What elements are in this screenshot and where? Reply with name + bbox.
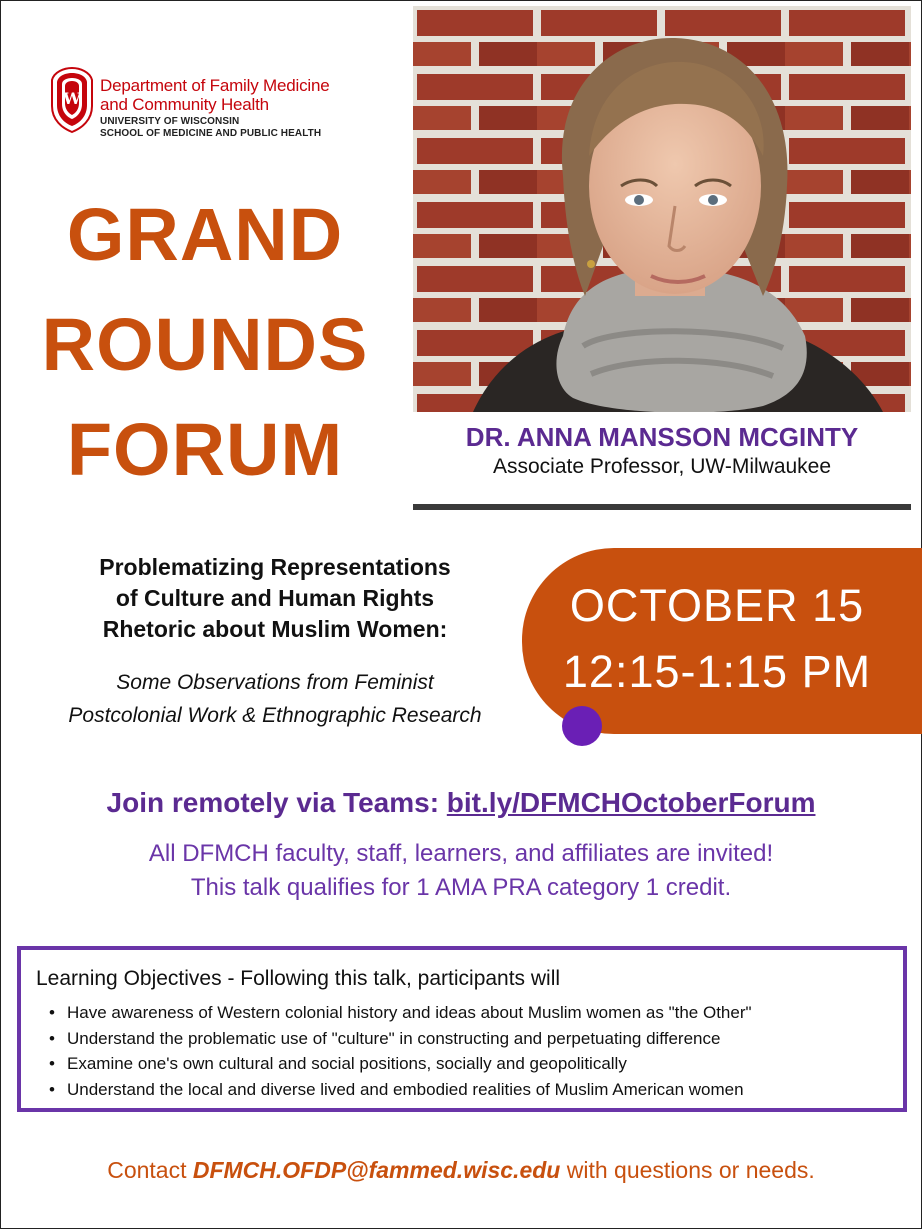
talk-subtitle xyxy=(20,666,530,732)
event-date: OCTOBER 15 xyxy=(569,580,865,631)
talk-title-line3: Rhetoric about Muslim Women: xyxy=(102,616,448,642)
objective-item: • Examine one's own cultural and social positions, socially and geopolitically xyxy=(49,1051,752,1077)
speaker-name: DR. ANNA MANSSON MCGINTY xyxy=(465,422,859,452)
crest-letter: W xyxy=(63,89,81,108)
decorative-purple-dot xyxy=(562,706,602,746)
objective-item: • Have awareness of Western colonial history and ideas about Muslim women as "the Other" xyxy=(49,1000,752,1026)
contact-suffix: with questions or needs. xyxy=(560,1157,815,1183)
university-name: UNIVERSITY OF WISCONSIN xyxy=(100,116,240,127)
learning-objectives-list xyxy=(49,1000,752,1102)
school-name: SCHOOL OF MEDICINE AND PUBLIC HEALTH xyxy=(100,128,322,139)
speaker-photo xyxy=(413,6,911,412)
speaker-role: Associate Professor, UW-Milwaukee xyxy=(492,455,832,478)
title-line-grand: GRAND xyxy=(66,193,344,276)
logo-text xyxy=(100,76,329,140)
contact-line xyxy=(0,1155,922,1185)
dfmch-logo xyxy=(50,66,380,150)
learning-objectives-box xyxy=(17,946,907,1112)
objective-item: • Understand the local and diverse lived and embodied realities of Muslim American women xyxy=(49,1077,752,1103)
objective-item: • Understand the problematic use of "culture" in constructing and perpetuating difference xyxy=(49,1026,752,1052)
teams-link[interactable]: bit.ly/DFMCHOctoberForum xyxy=(446,787,816,818)
speaker-box xyxy=(413,412,911,510)
join-prefix: Join remotely via Teams: xyxy=(106,787,447,818)
contact-prefix: Contact xyxy=(107,1157,193,1183)
uw-crest-icon xyxy=(50,66,94,134)
speaker-box-bottom-border xyxy=(413,504,911,510)
learning-objectives-heading: Learning Objectives - Following this talk, participants will xyxy=(36,967,561,990)
invite-line: All DFMCH faculty, staff, learners, and affiliates are invited! xyxy=(148,840,774,867)
talk-title-line2: of Culture and Human Rights xyxy=(115,585,435,611)
event-time: 12:15-1:15 PM xyxy=(562,646,872,697)
credit-line: This talk qualifies for 1 AMA PRA category 1 credit. xyxy=(190,874,732,901)
talk-title xyxy=(20,552,530,645)
talk-subtitle-line1: Some Observations from Feminist xyxy=(116,671,434,694)
talk-title-line1: Problematizing Representations xyxy=(99,554,451,580)
contact-email-link[interactable]: DFMCH.OFDP@fammed.wisc.edu xyxy=(192,1157,561,1183)
join-remotely-line xyxy=(0,785,922,821)
dept-name-line1: Department of Family Medicine xyxy=(100,76,330,95)
dept-name-line2: and Community Health xyxy=(100,95,269,114)
title-line-rounds: ROUNDS xyxy=(41,303,369,386)
title-line-forum: FORUM xyxy=(66,408,344,491)
talk-subtitle-line2: Postcolonial Work & Ethnographic Research xyxy=(68,704,482,727)
